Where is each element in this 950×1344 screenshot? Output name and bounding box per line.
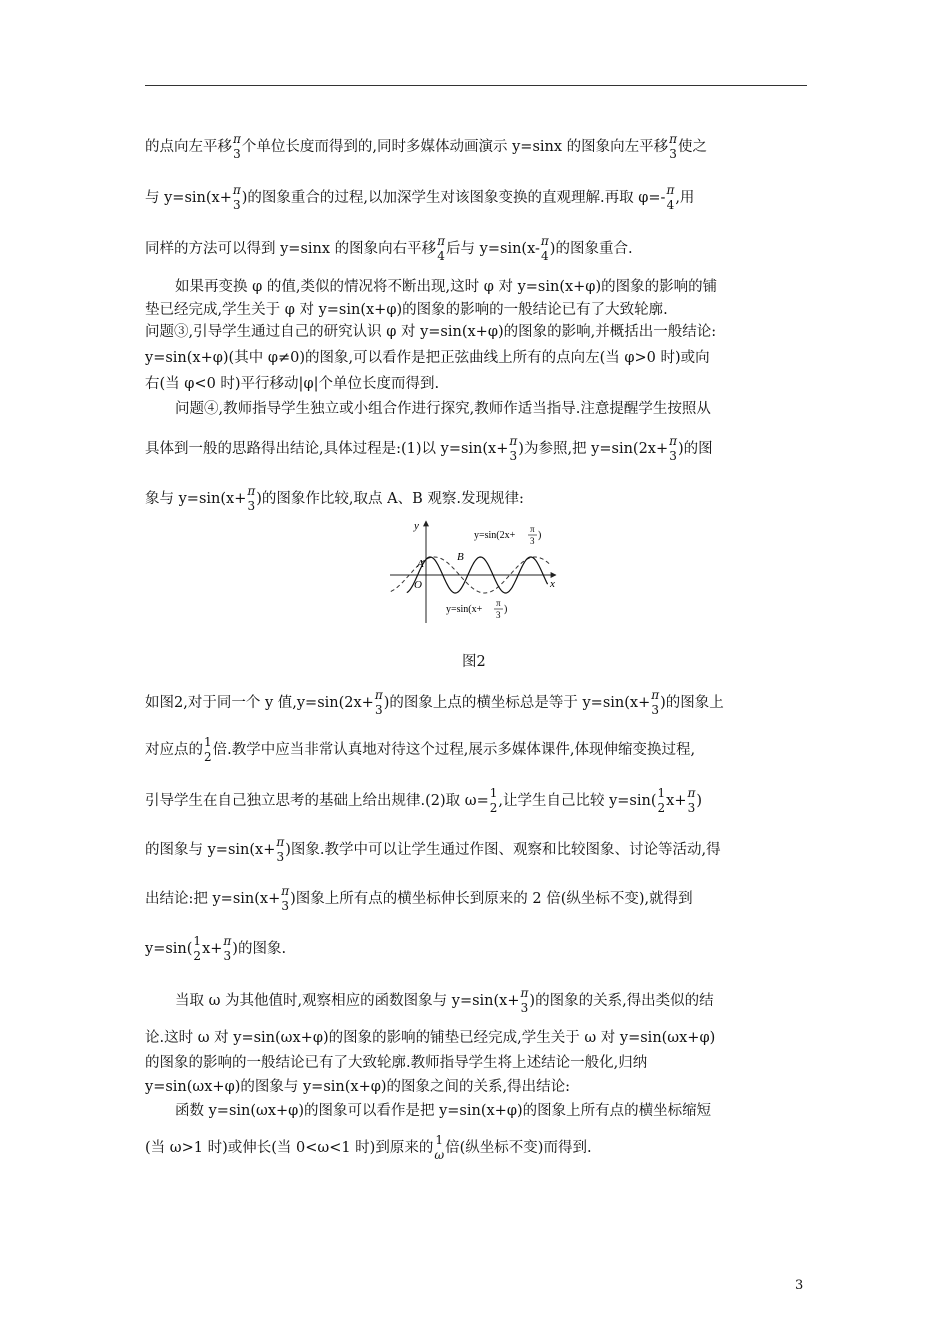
- numerator: π: [651, 688, 660, 702]
- fraction: [669, 132, 677, 162]
- denominator: 2: [489, 801, 498, 815]
- fraction: [375, 688, 383, 718]
- fraction: [658, 786, 666, 816]
- close-paren-bottom: ): [504, 604, 508, 615]
- fraction: [651, 688, 659, 718]
- point-label-b: B: [457, 551, 464, 563]
- text-segment: ,让学生自己比较 y=sin(: [498, 793, 657, 809]
- fraction: [281, 884, 289, 914]
- text-segment: 的点向左平移: [145, 139, 232, 155]
- denominator: 3: [247, 499, 256, 513]
- text-segment: 当取 ω 为其他值时,观察相应的函数图象与 y=sin(x+: [175, 993, 520, 1009]
- text-segment: 个单位长度而得到的,同时多媒体动画演示 y=sinx 的图象向左平移: [241, 139, 669, 155]
- denominator: ω: [434, 1148, 445, 1162]
- denominator: 3: [687, 801, 696, 815]
- denominator: 4: [541, 249, 549, 263]
- numerator: π: [437, 234, 446, 248]
- fraction: [276, 835, 284, 865]
- fraction: [669, 434, 677, 464]
- text-segment: 倍.教学中应当非常认真地对待这个过程,展示多媒体课件,体现伸缩变换过程,: [212, 742, 696, 758]
- text-segment: x+: [202, 941, 223, 957]
- pi-label-top: π: [530, 524, 535, 534]
- fraction: [490, 786, 498, 816]
- text-line: 垫已经完成,学生关于 φ 对 y=sin(x+φ)的图象的影响的一般结论已有了大致轮廓.: [145, 302, 668, 318]
- denominator: 2: [657, 801, 666, 815]
- numerator: 1: [657, 786, 666, 800]
- text-segment: 同样的方法可以得到 y=sinx 的图象向右平移: [145, 241, 437, 257]
- numerator: π: [281, 884, 290, 898]
- text-line: [145, 884, 810, 914]
- text-line: 右(当 φ<0 时)平行移动|φ|个单位长度而得到.: [145, 376, 440, 392]
- numerator: π: [509, 434, 518, 448]
- denominator: 3: [520, 1001, 529, 1015]
- text-line: 如果再变换 φ 的值,类似的情况将不断出现,这时 φ 对 y=sin(x+φ)的图象的影响的铺: [175, 279, 718, 295]
- text-line: 论.这时 ω 对 y=sin(ωx+φ)的图象的影响的铺垫已经完成,学生关于 ω 对 y=sin(ωx+φ): [145, 1030, 716, 1046]
- text-line: [145, 484, 810, 514]
- text-segment: 后与 y=sin(x-: [446, 241, 540, 257]
- fraction: [509, 434, 517, 464]
- text-segment: )的图象.: [232, 941, 287, 957]
- numerator: π: [540, 234, 549, 248]
- text-segment: )图象.教学中可以让学生通过作图、观察和比较图象、讨论等活动,得: [285, 842, 721, 858]
- text-segment: 倍(纵坐标不变)而得到.: [445, 1140, 592, 1156]
- text-line: y=sin(ωx+φ)的图象与 y=sin(x+φ)的图象之间的关系,得出结论:: [145, 1079, 571, 1095]
- text-line: [145, 1133, 810, 1163]
- text-segment: 的图象与 y=sin(x+: [145, 842, 276, 858]
- numerator: π: [374, 688, 383, 702]
- text-segment: )的图象作比较,取点 A、B 观察.发现规律:: [256, 491, 524, 507]
- text-line: y=sin(x+φ)(其中 φ≠0)的图象,可以看作是把正弦曲线上所有的点向左(当 φ>0 时)或向: [145, 350, 710, 366]
- denominator: 3: [374, 703, 383, 717]
- fraction: [233, 183, 241, 213]
- text-line: [145, 934, 810, 964]
- text-segment: )图象上所有点的横坐标伸长到原来的 2 倍(纵坐标不变),就得到: [290, 891, 693, 907]
- numerator: 1: [204, 735, 212, 749]
- fraction: [434, 1133, 444, 1163]
- text-segment: x+: [666, 793, 687, 809]
- text-line: 的图象的影响的一般结论已有了大致轮廓.教师指导学生将上述结论一般化,归纳: [145, 1055, 648, 1071]
- text-line: 问题④,教师指导学生独立或小组合作进行探究,教师作适当指导.注意提醒学生按照从: [175, 401, 711, 417]
- text-segment: 出结论:把 y=sin(x+: [145, 891, 281, 907]
- text-line: [145, 434, 810, 464]
- text-segment: 对应点的: [145, 742, 203, 758]
- figure-caption: 图2: [462, 654, 486, 670]
- text-segment: 使之: [678, 139, 708, 155]
- text-line: [145, 786, 810, 816]
- text-segment: )的图: [678, 441, 713, 457]
- axis-label-x: x: [550, 578, 555, 590]
- fraction: [204, 735, 212, 765]
- text-segment: ,用: [675, 190, 695, 206]
- sine-graph-figure: [386, 515, 566, 627]
- text-segment: )的图象上: [660, 695, 724, 711]
- numerator: π: [247, 484, 256, 498]
- text-segment: )的图象重合的过程,以加深学生对该图象变换的直观理解.再取 φ=-: [241, 190, 666, 206]
- denominator: 2: [204, 750, 212, 764]
- text-segment: 具体到一般的思路得出结论,具体过程是:(1)以 y=sin(x+: [145, 441, 509, 457]
- text-line: [175, 986, 840, 1016]
- numerator: π: [232, 183, 241, 197]
- header-rule: [145, 85, 807, 86]
- text-line: [145, 688, 810, 718]
- text-segment: 象与 y=sin(x+: [145, 491, 247, 507]
- denominator: 3: [669, 147, 677, 161]
- numerator: 1: [193, 934, 202, 948]
- text-segment: y=sin(: [145, 941, 193, 957]
- denominator: 3: [223, 949, 232, 963]
- numerator: π: [520, 986, 529, 1000]
- fraction: [247, 484, 255, 514]
- pi-label-bottom: π: [496, 598, 501, 608]
- numerator: π: [669, 132, 678, 146]
- numerator: π: [233, 132, 241, 146]
- three-label-top: 3: [530, 536, 535, 546]
- fraction: [223, 934, 231, 964]
- text-line: [145, 735, 810, 765]
- curve-label-bottom: y=sin(x+: [446, 604, 483, 615]
- page-number: 3: [795, 1278, 804, 1293]
- text-line: [145, 234, 810, 264]
- text-segment: )的图象重合.: [549, 241, 633, 257]
- denominator: 3: [232, 198, 241, 212]
- denominator: 3: [509, 449, 518, 463]
- fraction: [193, 934, 201, 964]
- point-label-a: A: [417, 558, 424, 570]
- numerator: π: [223, 934, 232, 948]
- fraction: [437, 234, 445, 264]
- origin-label: O: [414, 579, 422, 591]
- text-segment: 与 y=sin(x+: [145, 190, 232, 206]
- text-segment: ): [696, 793, 703, 809]
- fraction: [541, 234, 549, 264]
- numerator: π: [276, 835, 285, 849]
- fraction: [687, 786, 695, 816]
- numerator: π: [669, 434, 678, 448]
- close-paren-top: ): [538, 530, 542, 541]
- denominator: 4: [437, 249, 445, 263]
- numerator: π: [687, 786, 696, 800]
- text-segment: )的图象的关系,得出类似的结: [529, 993, 714, 1009]
- denominator: 3: [651, 703, 659, 717]
- curve-label-top: y=sin(2x+: [474, 530, 516, 541]
- fraction: [233, 132, 241, 162]
- text-line: [145, 132, 810, 162]
- denominator: 4: [666, 198, 675, 212]
- numerator: 1: [489, 786, 498, 800]
- text-segment: )为参照,把 y=sin(2x+: [518, 441, 669, 457]
- text-segment: (当 ω>1 时)或伸长(当 0<ω<1 时)到原来的: [145, 1140, 434, 1156]
- text-segment: )的图象上点的横坐标总是等于 y=sin(x+: [383, 695, 651, 711]
- denominator: 3: [669, 449, 677, 463]
- denominator: 3: [233, 147, 241, 161]
- text-line: 问题③,引导学生通过自己的研究认识 φ 对 y=sin(x+φ)的图象的影响,并概括出一般结论:: [145, 324, 717, 340]
- three-label-bottom: 3: [496, 610, 501, 620]
- text-segment: 如图2,对于同一个 y 值,y=sin(2x+: [145, 695, 374, 711]
- numerator: π: [666, 183, 675, 197]
- fraction: [666, 183, 674, 213]
- text-line: [145, 183, 810, 213]
- text-line: [145, 835, 810, 865]
- denominator: 3: [276, 850, 285, 864]
- axis-label-y: y: [414, 520, 419, 532]
- fraction: [521, 986, 529, 1016]
- text-line: 函数 y=sin(ωx+φ)的图象可以看作是把 y=sin(x+φ)的图象上所有点的横坐标缩短: [175, 1103, 712, 1119]
- denominator: 2: [193, 949, 202, 963]
- numerator: 1: [435, 1133, 444, 1147]
- denominator: 3: [281, 899, 290, 913]
- text-segment: 引导学生在自己独立思考的基础上给出规律.(2)取 ω=: [145, 793, 489, 809]
